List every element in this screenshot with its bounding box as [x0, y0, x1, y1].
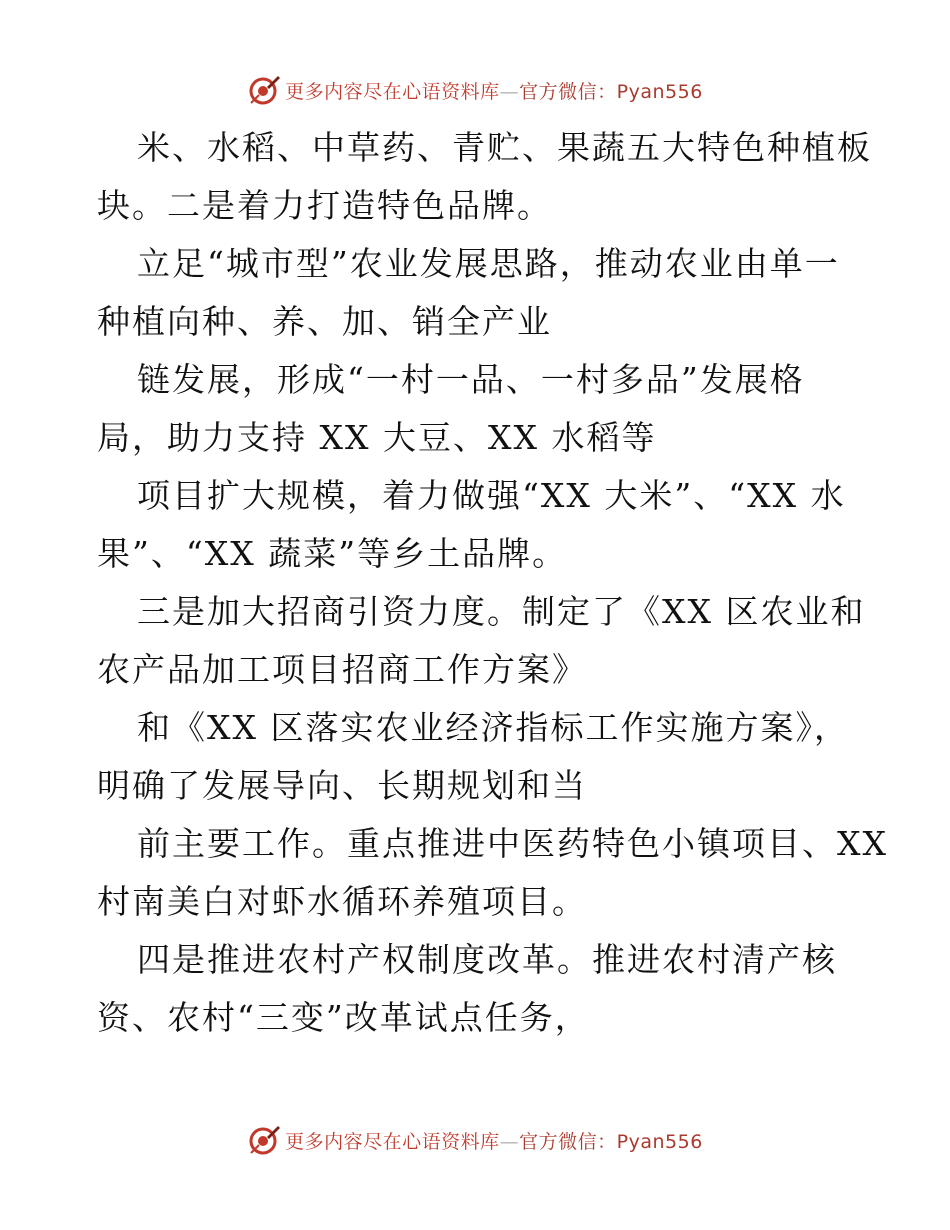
document-body	[97, 119, 888, 1047]
text-line: 米、水稻、中草药、青贮、果蔬五大特色种植板	[137, 128, 872, 167]
text-line: 项目扩大规模，着力做强“XX 大米”、“XX 水	[137, 476, 846, 515]
text-line: 块。二是着力打造特色品牌。	[97, 186, 552, 225]
watermark-brand: 更多内容尽在心语资料库	[285, 1130, 500, 1153]
text-line: 四是推进农村产权制度改革。推进农村清产核	[137, 940, 837, 979]
text-line: 资、农村“三变”改革试点任务，	[97, 998, 590, 1037]
watermark-contact: 官方微信：Pyan556	[519, 80, 703, 103]
text-line: 果”、“XX 蔬菜”等乡土品牌。	[97, 534, 568, 573]
pen-logo-icon	[247, 73, 281, 107]
text-line: 立足“城市型”农业发展思路，推动农业由单一	[137, 244, 840, 283]
text-line: 和《XX 区落实农业经济指标工作实施方案》，	[137, 708, 849, 747]
text-line: 三是加大招商引资力度。制定了《XX 区农业和	[137, 592, 866, 631]
watermark-contact: 官方微信：Pyan556	[519, 1130, 703, 1153]
text-line: 前主要工作。重点推进中医药特色小镇项目、XX	[137, 824, 888, 863]
watermark-header	[0, 70, 950, 110]
text-line: 局，助力支持 XX 大豆、XX 水稻等	[97, 418, 657, 457]
text-line: 种植向种、养、加、销全产业	[97, 302, 552, 341]
text-line: 链发展，形成“一村一品、一村多品”发展格	[137, 360, 805, 399]
watermark-brand: 更多内容尽在心语资料库	[285, 80, 500, 103]
watermark-footer	[0, 1120, 950, 1160]
watermark-text	[285, 77, 703, 104]
text-line: 农产品加工项目招商工作方案》	[97, 650, 587, 689]
watermark-separator: —	[499, 80, 520, 103]
watermark-text	[285, 1127, 703, 1154]
text-line: 村南美白对虾水循环养殖项目。	[97, 882, 587, 921]
watermark-separator: —	[499, 1130, 520, 1153]
pen-logo-icon	[247, 1123, 281, 1157]
text-line: 明确了发展导向、长期规划和当	[97, 766, 587, 805]
